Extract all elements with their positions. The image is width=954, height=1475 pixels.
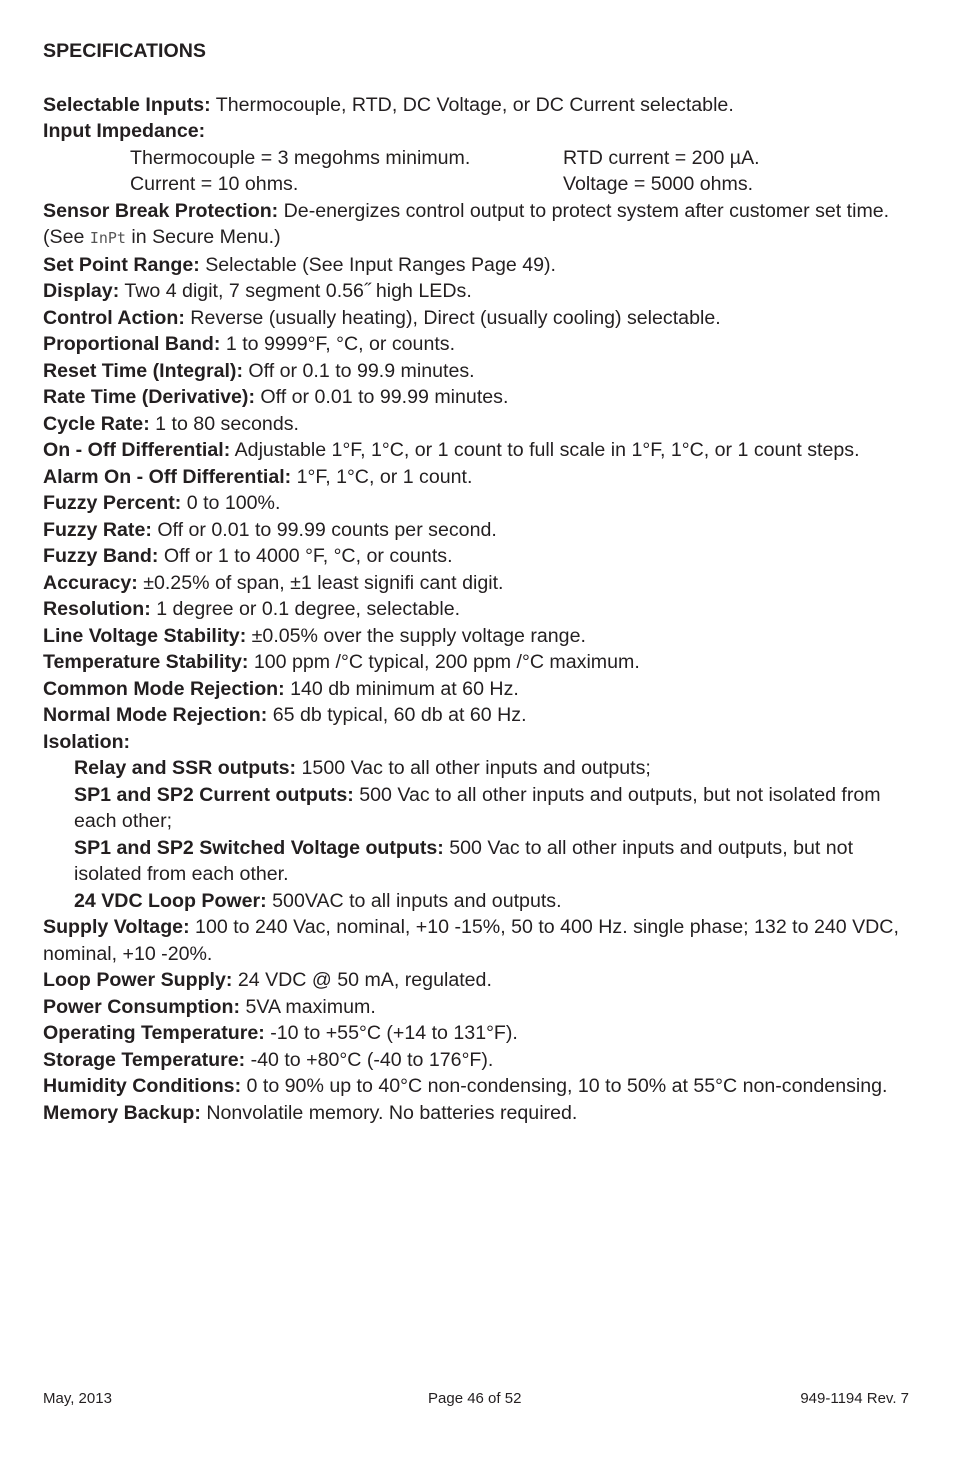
spec-value: 140 db minimum at 60 Hz. <box>284 677 519 700</box>
impedance-cell: Current = 10 ohms. <box>130 173 299 195</box>
spec-fuzzy-rate <box>43 517 913 544</box>
spec-value: 1 degree or 0.1 degree, selectable. <box>150 598 461 620</box>
specifications-page <box>43 38 913 1126</box>
segment-code: InPt <box>89 229 126 247</box>
spec-label: Power Consumption: <box>43 995 241 1018</box>
spec-power-consumption <box>43 994 913 1021</box>
spec-value: ±0.25% of span, ±1 least signifi cant digit. <box>137 571 504 594</box>
spec-set-point-range <box>43 252 913 279</box>
spec-alarm-on-off-differential <box>43 464 913 491</box>
spec-label: Cycle Rate: <box>43 412 150 435</box>
spec-value: 65 db typical, 60 db at 60 Hz. <box>267 704 527 726</box>
spec-temperature-stability <box>43 649 913 676</box>
spec-value: Off or 0.01 to 99.99 minutes. <box>254 386 509 408</box>
spec-proportional-band <box>43 331 913 358</box>
spec-label: Proportional Band: <box>43 333 221 355</box>
impedance-cell: Voltage = 5000 ohms. <box>563 173 754 195</box>
spec-value: Selectable (See Input Ranges Page 49). <box>199 253 556 276</box>
spec-supply-voltage <box>43 914 913 967</box>
spec-value: Off or 0.1 to 99.9 minutes. <box>242 359 475 382</box>
spec-label: SP1 and SP2 Current outputs: <box>74 783 354 806</box>
spec-memory-backup <box>43 1100 913 1127</box>
spec-value: 500VAC to all inputs and outputs. <box>266 889 562 912</box>
spec-value: 100 to 240 Vac, nominal, +10 -15%, 50 to 400 Hz. single phase; 132 to 240 VDC, nominal, +10 -20%. <box>43 916 899 965</box>
spec-value: -10 to +55°C (+14 to 131°F). <box>264 1022 518 1044</box>
spec-label: Control Action: <box>43 306 185 329</box>
spec-label: Alarm On - Off Differential: <box>43 465 292 488</box>
spec-label: Reset Time (Integral): <box>43 359 243 382</box>
spec-common-mode-rejection <box>43 676 913 703</box>
spec-value: 0 to 90% up to 40°C non-condensing, 10 to 50% at 55°C non-condensing. <box>241 1075 888 1097</box>
spec-isolation-sp-current <box>43 782 913 835</box>
spec-label: Loop Power Supply: <box>43 969 233 991</box>
footer-page-number: Page 46 of 52 <box>428 1390 522 1407</box>
spec-value: Thermocouple, RTD, DC Voltage, or DC Current selectable. <box>210 93 734 116</box>
impedance-cell: RTD current = 200 µA. <box>563 146 760 169</box>
page-title: SPECIFICATIONS <box>43 40 206 62</box>
spec-value: 500 Vac to all other inputs and outputs, but not isolated from each other. <box>74 836 854 885</box>
spec-label: On - Off Differential: <box>43 439 231 461</box>
spec-isolation <box>43 729 913 756</box>
spec-label: Fuzzy Percent: <box>43 492 182 514</box>
spec-label: Line Voltage Stability: <box>43 624 247 647</box>
spec-label: Fuzzy Rate: <box>43 518 152 541</box>
spec-label: Rate Time (Derivative): <box>43 386 255 408</box>
spec-value: 1°F, 1°C, or 1 count. <box>291 465 473 488</box>
spec-cycle-rate <box>43 411 913 438</box>
spec-selectable-inputs <box>43 92 913 119</box>
spec-value: 5VA maximum. <box>240 995 376 1018</box>
spec-display <box>43 278 913 305</box>
spec-humidity-conditions <box>43 1073 913 1100</box>
spec-label: Common Mode Rejection: <box>43 677 285 700</box>
spec-on-off-differential <box>43 437 913 464</box>
spec-value: 1 to 80 seconds. <box>149 412 299 435</box>
spec-isolation-relay-ssr <box>43 755 913 782</box>
spec-label: Input Impedance: <box>43 120 206 142</box>
spec-label: Supply Voltage: <box>43 916 190 938</box>
spec-value: Reverse (usually heating), Direct (usually cooling) selectable. <box>184 306 721 329</box>
footer-doc-number: 949-1194 Rev. 7 <box>800 1390 909 1407</box>
spec-label: Isolation: <box>43 730 131 753</box>
spec-loop-power-supply <box>43 967 913 994</box>
spec-reset-time <box>43 358 913 385</box>
spec-label: Fuzzy Band: <box>43 545 159 567</box>
spec-fuzzy-band <box>43 543 913 570</box>
spec-value: Adjustable 1°F, 1°C, or 1 count to full scale in 1°F, 1°C, or 1 count steps. <box>230 439 860 461</box>
impedance-cell: Thermocouple = 3 megohms minimum. <box>130 146 471 169</box>
spec-fuzzy-percent <box>43 490 913 517</box>
spec-label: Relay and SSR outputs: <box>74 757 297 779</box>
spec-value: 1 to 9999°F, °C, or counts. <box>220 333 456 355</box>
spec-rate-time <box>43 384 913 411</box>
spec-isolation-loop-power <box>43 888 913 915</box>
footer-date: May, 2013 <box>43 1390 112 1407</box>
spec-label: Display: <box>43 280 120 302</box>
spec-operating-temperature <box>43 1020 913 1047</box>
spec-value: Off or 1 to 4000 °F, °C, or counts. <box>158 545 453 567</box>
spec-storage-temperature <box>43 1047 913 1074</box>
spec-value: 24 VDC @ 50 mA, regulated. <box>232 969 492 991</box>
spec-value: Off or 0.01 to 99.99 counts per second. <box>151 518 497 541</box>
spec-value: Nonvolatile memory. No batteries required. <box>200 1101 578 1124</box>
spec-label: 24 VDC Loop Power: <box>74 889 267 912</box>
spec-label: Temperature Stability: <box>43 651 249 673</box>
spec-input-impedance <box>43 118 913 145</box>
spec-value: 0 to 100%. <box>181 492 281 514</box>
spec-accuracy <box>43 570 913 597</box>
spec-value: De-energizes control output to protect system after customer set time. (See <box>43 199 890 248</box>
spec-label: Sensor Break Protection: <box>43 199 279 222</box>
spec-resolution <box>43 596 913 623</box>
spec-value-after: in Secure Menu.) <box>125 226 281 248</box>
spec-label: Resolution: <box>43 598 151 620</box>
spec-value: ±0.05% over the supply voltage range. <box>246 624 586 647</box>
spec-label: Humidity Conditions: <box>43 1075 242 1097</box>
spec-value: 100 ppm /°C typical, 200 ppm /°C maximum. <box>248 651 640 673</box>
spec-value: 1500 Vac to all other inputs and outputs; <box>296 757 651 779</box>
spec-line-voltage-stability <box>43 623 913 650</box>
spec-label: Set Point Range: <box>43 253 200 276</box>
spec-label: Storage Temperature: <box>43 1048 246 1071</box>
spec-label: Operating Temperature: <box>43 1022 265 1044</box>
spec-label: Normal Mode Rejection: <box>43 704 268 726</box>
spec-control-action <box>43 305 913 332</box>
spec-sensor-break <box>43 198 913 252</box>
spec-isolation-sp-switched <box>43 835 913 888</box>
spec-label: Memory Backup: <box>43 1101 201 1124</box>
impedance-table <box>43 145 913 198</box>
spec-label: Accuracy: <box>43 571 138 594</box>
spec-label: Selectable Inputs: <box>43 93 211 116</box>
spec-value: -40 to +80°C (-40 to 176°F). <box>245 1048 494 1071</box>
spec-normal-mode-rejection <box>43 702 913 729</box>
spec-value: Two 4 digit, 7 segment 0.56˝ high LEDs. <box>119 280 472 302</box>
spec-value: 500 Vac to all other inputs and outputs, but not isolated from each other; <box>74 783 881 832</box>
spec-label: SP1 and SP2 Switched Voltage outputs: <box>74 836 444 859</box>
